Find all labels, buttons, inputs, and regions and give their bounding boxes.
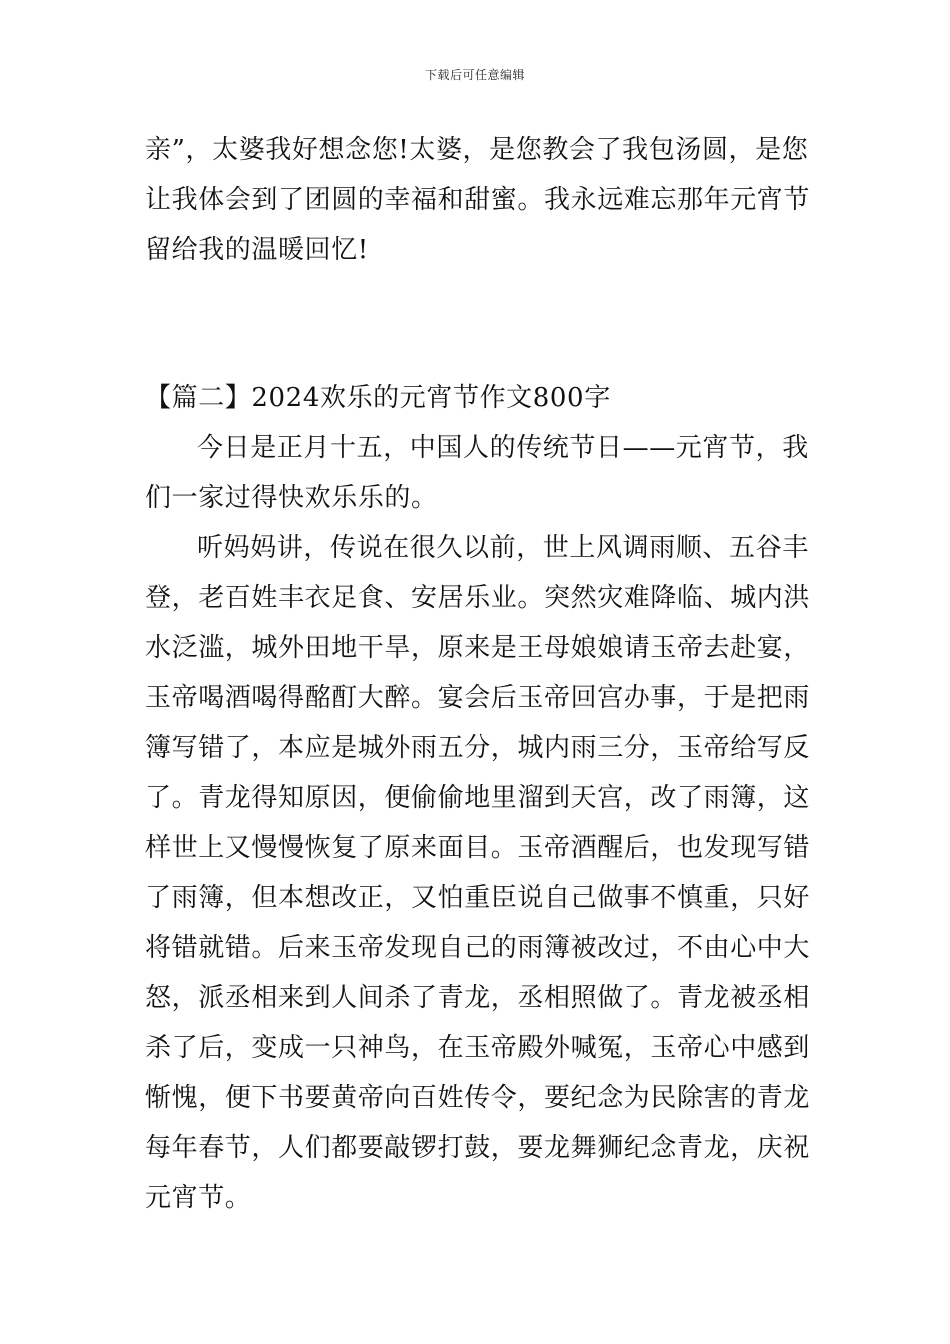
paragraph-line: 让我体会到了团圆的幸福和甜蜜。我永远难忘那年元宵节 xyxy=(145,185,811,215)
paragraph-line: 了雨簿，但本想改正，又怕重臣说自己做事不慎重，只好 xyxy=(145,883,811,913)
paragraph-line: 登，老百姓丰衣足食、安居乐业。突然灾难降临、城内洪 xyxy=(145,583,811,613)
paragraph-line: 亲”，太婆我好想念您!太婆，是您教会了我包汤圆，是您 xyxy=(145,135,809,165)
paragraph-line: 将错就错。后来玉帝发现自己的雨簿被改过，不由心中大 xyxy=(145,933,811,963)
paragraph-line: 留给我的温暖回忆! xyxy=(145,235,369,265)
paragraph-line: 惭愧，便下书要黄帝向百姓传令，要纪念为民除害的青龙 xyxy=(145,1083,811,1113)
paragraph-line: 簿写错了，本应是城外雨五分，城内雨三分，玉帝给写反 xyxy=(145,733,811,763)
section-heading: 【篇二】2024欢乐的元宵节作文800字 xyxy=(145,383,611,413)
paragraph-line: 玉帝喝酒喝得酩酊大醉。宴会后玉帝回宫办事，于是把雨 xyxy=(145,683,811,713)
paragraph-line: 了。青龙得知原因，便偷偷地里溜到天宫，改了雨簿，这 xyxy=(145,783,811,813)
paragraph-line: 水泛滥，城外田地干旱，原来是王母娘娘请玉帝去赴宴， xyxy=(145,633,811,663)
paragraph-line: 杀了后，变成一只神鸟，在玉帝殿外喊冤，玉帝心中感到 xyxy=(145,1033,811,1063)
page-header: 下载后可任意编辑 xyxy=(424,68,525,82)
paragraph-line: 元宵节。 xyxy=(145,1183,252,1213)
paragraph-line: 怒，派丞相来到人间杀了青龙，丞相照做了。青龙被丞相 xyxy=(145,983,811,1013)
paragraph-line: 们一家过得快欢乐乐的。 xyxy=(145,483,438,513)
paragraph-line: 今日是正月十五，中国人的传统节日——元宵节，我 xyxy=(197,433,809,463)
paragraph-line: 听妈妈讲，传说在很久以前，世上风调雨顺、五谷丰 xyxy=(197,533,809,563)
paragraph-line: 每年春节，人们都要敲锣打鼓，要龙舞狮纪念青龙，庆祝 xyxy=(145,1133,811,1163)
paragraph-line: 样世上又慢慢恢复了原来面目。玉帝酒醒后，也发现写错 xyxy=(145,833,811,863)
